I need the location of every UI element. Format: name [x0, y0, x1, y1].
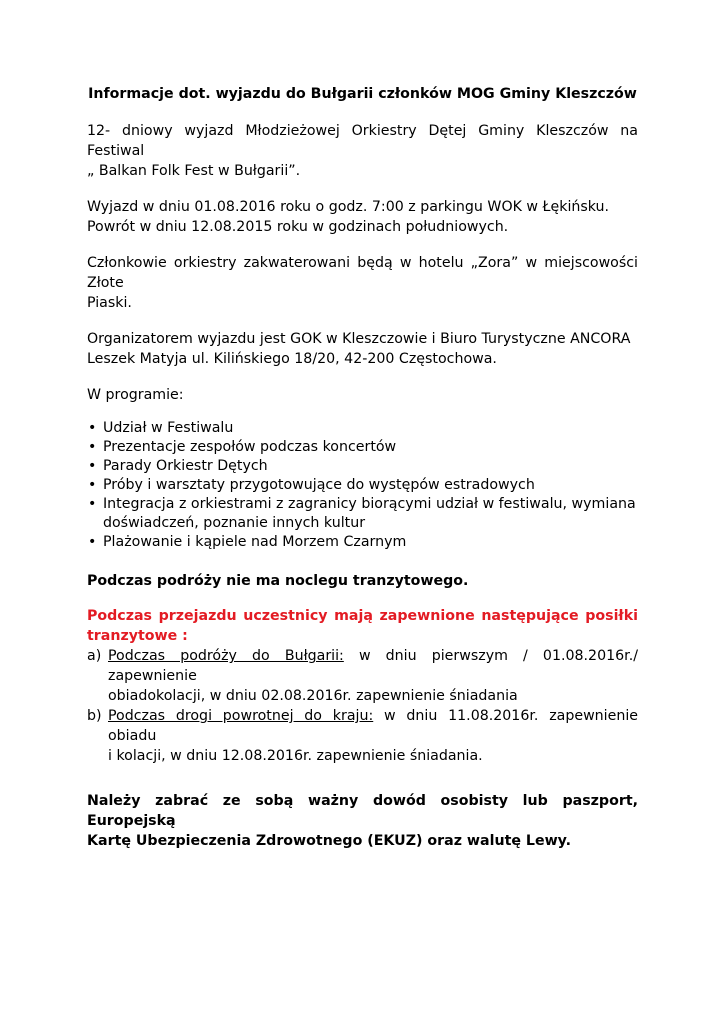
meals-item-title: Podczas podróży do Bułgarii:	[108, 648, 344, 664]
no-overnight-note: Podczas podróży nie ma noclegu tranzytowego.	[87, 573, 469, 589]
program-item: • Próby i warsztaty przygotowujące do występów estradowych	[87, 476, 638, 495]
program-item: • Plażowanie i kąpiele nad Morzem Czarnym	[87, 533, 638, 552]
meals-item-marker: b)	[87, 708, 102, 724]
document-body	[87, 84, 638, 851]
final-note-line-1: Należy zabrać ze sobą ważny dowód osobisty lub paszport, Europejską	[87, 793, 638, 829]
program-heading: W programie:	[87, 387, 184, 403]
meals-item-b	[87, 706, 638, 766]
organizer-line-1: Organizatorem wyjazdu jest GOK w Kleszczowie i Biuro Turystyczne ANCORA	[87, 331, 631, 347]
accommodation-line-1: Członkowie orkiestry zakwaterowani będą w hotelu „Zora” w miejscowości Złote	[87, 255, 638, 291]
departure-paragraph	[87, 197, 638, 237]
organizer-paragraph	[87, 329, 638, 369]
program-item: • Parady Orkiestr Dętych	[87, 457, 638, 476]
meals-heading-line-2: tranzytowe :	[87, 628, 188, 644]
return-line: Powrót w dniu 12.08.2015 roku w godzinach południowych.	[87, 219, 509, 235]
meals-item-line-2: obiadokolacji, w dniu 02.08.2016r. zapewnienie śniadania	[108, 688, 518, 704]
meals-heading	[87, 606, 638, 646]
intro-paragraph	[87, 121, 638, 181]
meals-item-text: w dniu pierwszym / 01.08.2016r./ zapewnienie	[108, 648, 638, 684]
meals-item-line-1	[108, 646, 638, 686]
accommodation-paragraph	[87, 253, 638, 313]
meals-item-title: Podczas drogi powrotnej do kraju:	[108, 708, 374, 724]
organizer-line-2: Leszek Matyja ul. Kilińskiego 18/20, 42-200 Częstochowa.	[87, 351, 497, 367]
program-item-line-2: doświadczeń, poznanie innych kultur	[103, 515, 366, 531]
program-item: • Udział w Festiwalu	[87, 419, 638, 438]
accommodation-line-2: Piaski.	[87, 295, 132, 311]
intro-line-1: 12- dniowy wyjazd Młodzieżowej Orkiestry Dętej Gminy Kleszczów na Festiwal	[87, 123, 638, 159]
program-item-line-1: • Integracja z orkiestrami z zagranicy biorącymi udział w festiwalu, wymiana	[103, 496, 636, 512]
final-note-line-2: Kartę Ubezpieczenia Zdrowotnego (EKUZ) oraz walutę Lewy.	[87, 833, 572, 849]
final-note	[87, 791, 638, 851]
meals-item-marker: a)	[87, 648, 102, 664]
program-list	[87, 419, 638, 552]
program-item: • Prezentacje zespołów podczas koncertów	[87, 438, 638, 457]
program-item	[87, 495, 638, 533]
meals-heading-line-1: Podczas przejazdu uczestnicy mają zapewnione następujące posiłki	[87, 608, 638, 624]
meals-list	[87, 646, 638, 766]
meals-item-line-2: i kolacji, w dniu 12.08.2016r. zapewnienie śniadania.	[108, 748, 483, 764]
meals-item-a	[87, 646, 638, 706]
meals-item-text: w dniu 11.08.2016r. zapewnienie obiadu	[108, 708, 638, 744]
meals-item-line-1	[108, 706, 638, 746]
intro-line-2: „ Balkan Folk Fest w Bułgarii”.	[87, 163, 301, 179]
document-title: Informacje dot. wyjazdu do Bułgarii członków MOG Gminy Kleszczów	[88, 86, 637, 102]
departure-line-1: Wyjazd w dniu 01.08.2016 roku o godz. 7:00 z parkingu WOK w Łękińsku.	[87, 199, 610, 215]
